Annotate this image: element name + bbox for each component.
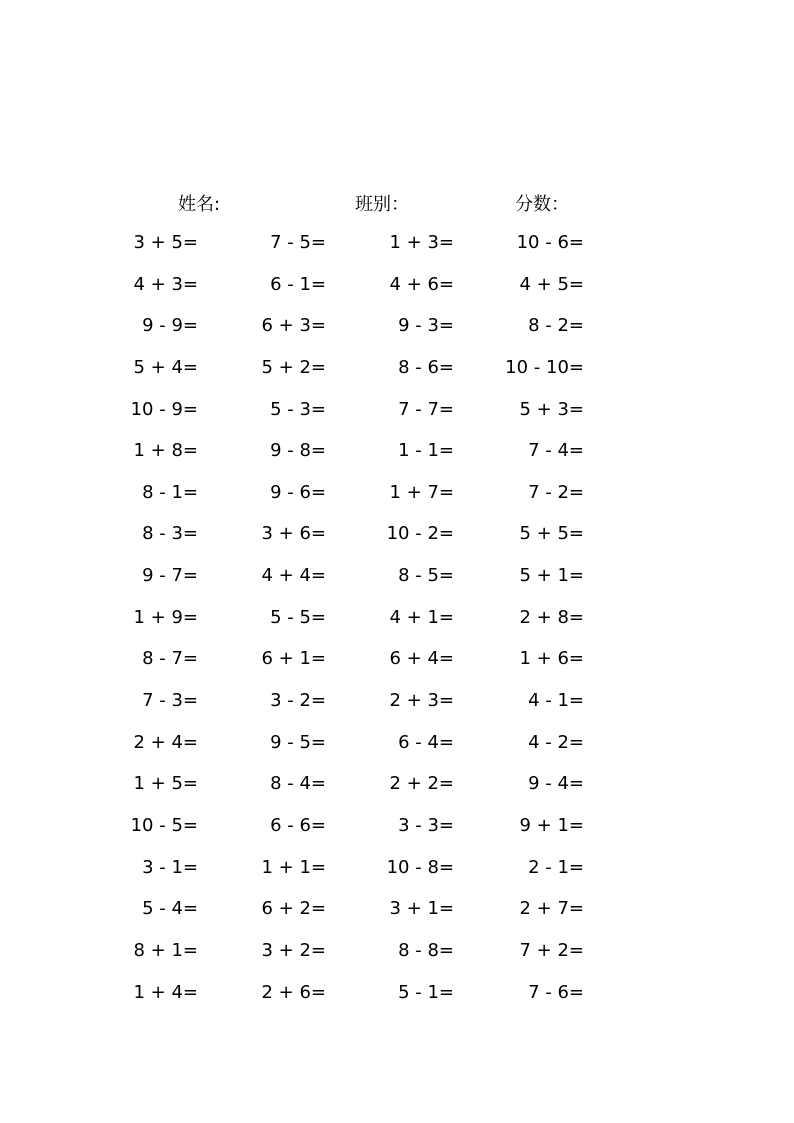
arithmetic-problem: 10 - 2= — [386, 523, 454, 545]
arithmetic-problem: 8 - 1= — [142, 481, 198, 503]
problem-row — [0, 896, 794, 938]
arithmetic-problem: 6 + 3= — [261, 315, 326, 337]
arithmetic-problem: 1 + 3= — [389, 232, 454, 253]
arithmetic-problem: 10 - 9= — [130, 398, 198, 420]
problem-row — [0, 813, 794, 855]
arithmetic-problem: 2 + 6= — [261, 981, 326, 1003]
problem-row — [0, 480, 794, 522]
arithmetic-problem: 3 + 6= — [261, 523, 326, 545]
problem-grid — [0, 230, 794, 1021]
arithmetic-problem: 3 - 1= — [142, 856, 198, 878]
arithmetic-problem: 2 + 4= — [133, 731, 198, 753]
problem-row — [0, 313, 794, 355]
arithmetic-problem: 1 + 4= — [133, 981, 198, 1003]
arithmetic-problem: 1 - 1= — [398, 440, 454, 462]
arithmetic-problem: 8 - 6= — [398, 356, 454, 378]
problem-row — [0, 855, 794, 897]
arithmetic-problem: 9 - 3= — [398, 315, 454, 337]
arithmetic-problem: 3 - 2= — [270, 690, 326, 712]
arithmetic-problem: 10 - 8= — [386, 856, 454, 878]
class-label: 班别： — [355, 194, 409, 215]
problem-row — [0, 230, 794, 272]
arithmetic-problem: 1 + 1= — [261, 856, 326, 878]
arithmetic-problem: 7 - 6= — [528, 981, 584, 1003]
arithmetic-problem: 8 - 8= — [398, 939, 454, 961]
arithmetic-problem: 8 - 2= — [528, 315, 584, 337]
problem-row — [0, 938, 794, 980]
arithmetic-problem: 2 + 2= — [389, 773, 454, 795]
arithmetic-problem: 8 - 4= — [270, 773, 326, 795]
arithmetic-problem: 4 - 1= — [528, 690, 584, 712]
arithmetic-problem: 3 - 3= — [398, 814, 454, 836]
arithmetic-problem: 3 + 1= — [389, 898, 454, 920]
student-name-label: 姓名: — [178, 194, 221, 215]
arithmetic-problem: 1 + 8= — [133, 440, 198, 462]
arithmetic-problem: 7 - 7= — [398, 398, 454, 420]
arithmetic-problem: 4 - 2= — [528, 731, 584, 753]
problem-row — [0, 730, 794, 772]
arithmetic-problem: 6 + 1= — [261, 648, 326, 670]
arithmetic-problem: 1 + 6= — [519, 648, 584, 670]
problem-row — [0, 771, 794, 813]
arithmetic-problem: 5 + 5= — [519, 523, 584, 545]
problem-row — [0, 521, 794, 563]
arithmetic-problem: 8 - 7= — [142, 648, 198, 670]
arithmetic-problem: 9 - 5= — [270, 731, 326, 753]
arithmetic-problem: 3 + 5= — [133, 232, 198, 253]
problem-row — [0, 355, 794, 397]
score-label: 分数： — [515, 194, 569, 215]
arithmetic-problem: 6 + 4= — [389, 648, 454, 670]
arithmetic-problem: 9 - 4= — [528, 773, 584, 795]
arithmetic-problem: 5 - 5= — [270, 606, 326, 628]
arithmetic-problem: 4 + 4= — [261, 565, 326, 587]
arithmetic-problem: 2 - 1= — [528, 856, 584, 878]
arithmetic-problem: 5 + 4= — [133, 356, 198, 378]
arithmetic-problem: 5 - 4= — [142, 898, 198, 920]
arithmetic-problem: 1 + 7= — [389, 481, 454, 503]
arithmetic-problem: 6 - 4= — [398, 731, 454, 753]
problem-row — [0, 980, 794, 1022]
arithmetic-problem: 9 - 8= — [270, 440, 326, 462]
arithmetic-problem: 10 - 5= — [130, 814, 198, 836]
problem-row — [0, 272, 794, 314]
arithmetic-problem: 10 - 6= — [516, 232, 584, 253]
arithmetic-problem: 2 + 3= — [389, 690, 454, 712]
arithmetic-problem: 8 + 1= — [133, 939, 198, 961]
arithmetic-problem: 6 + 2= — [261, 898, 326, 920]
problem-row — [0, 563, 794, 605]
arithmetic-problem: 4 + 3= — [133, 273, 198, 295]
arithmetic-problem: 5 - 1= — [398, 981, 454, 1003]
arithmetic-problem: 1 + 9= — [133, 606, 198, 628]
arithmetic-problem: 7 - 5= — [270, 232, 326, 253]
arithmetic-problem: 1 + 5= — [133, 773, 198, 795]
arithmetic-problem: 8 - 3= — [142, 523, 198, 545]
arithmetic-problem: 7 - 2= — [528, 481, 584, 503]
arithmetic-problem: 4 + 1= — [389, 606, 454, 628]
problem-row — [0, 646, 794, 688]
problem-row — [0, 688, 794, 730]
arithmetic-problem: 10 - 10= — [505, 356, 584, 378]
arithmetic-problem: 3 + 2= — [261, 939, 326, 961]
arithmetic-problem: 7 - 3= — [142, 690, 198, 712]
problem-row — [0, 397, 794, 439]
problem-row — [0, 605, 794, 647]
arithmetic-problem: 5 - 3= — [270, 398, 326, 420]
arithmetic-problem: 7 - 4= — [528, 440, 584, 462]
arithmetic-problem: 4 + 6= — [389, 273, 454, 295]
problem-row — [0, 438, 794, 480]
arithmetic-problem: 6 - 6= — [270, 814, 326, 836]
worksheet-header — [0, 190, 794, 216]
arithmetic-problem: 5 + 3= — [519, 398, 584, 420]
arithmetic-problem: 4 + 5= — [519, 273, 584, 295]
arithmetic-problem: 6 - 1= — [270, 273, 326, 295]
arithmetic-problem: 8 - 5= — [398, 565, 454, 587]
arithmetic-problem: 5 + 1= — [519, 565, 584, 587]
arithmetic-problem: 2 + 8= — [519, 606, 584, 628]
arithmetic-problem: 9 - 6= — [270, 481, 326, 503]
arithmetic-problem: 9 - 7= — [142, 565, 198, 587]
arithmetic-problem: 2 + 7= — [519, 898, 584, 920]
arithmetic-problem: 9 + 1= — [519, 814, 584, 836]
arithmetic-problem: 5 + 2= — [261, 356, 326, 378]
arithmetic-problem: 7 + 2= — [519, 939, 584, 961]
arithmetic-problem: 9 - 9= — [142, 315, 198, 337]
